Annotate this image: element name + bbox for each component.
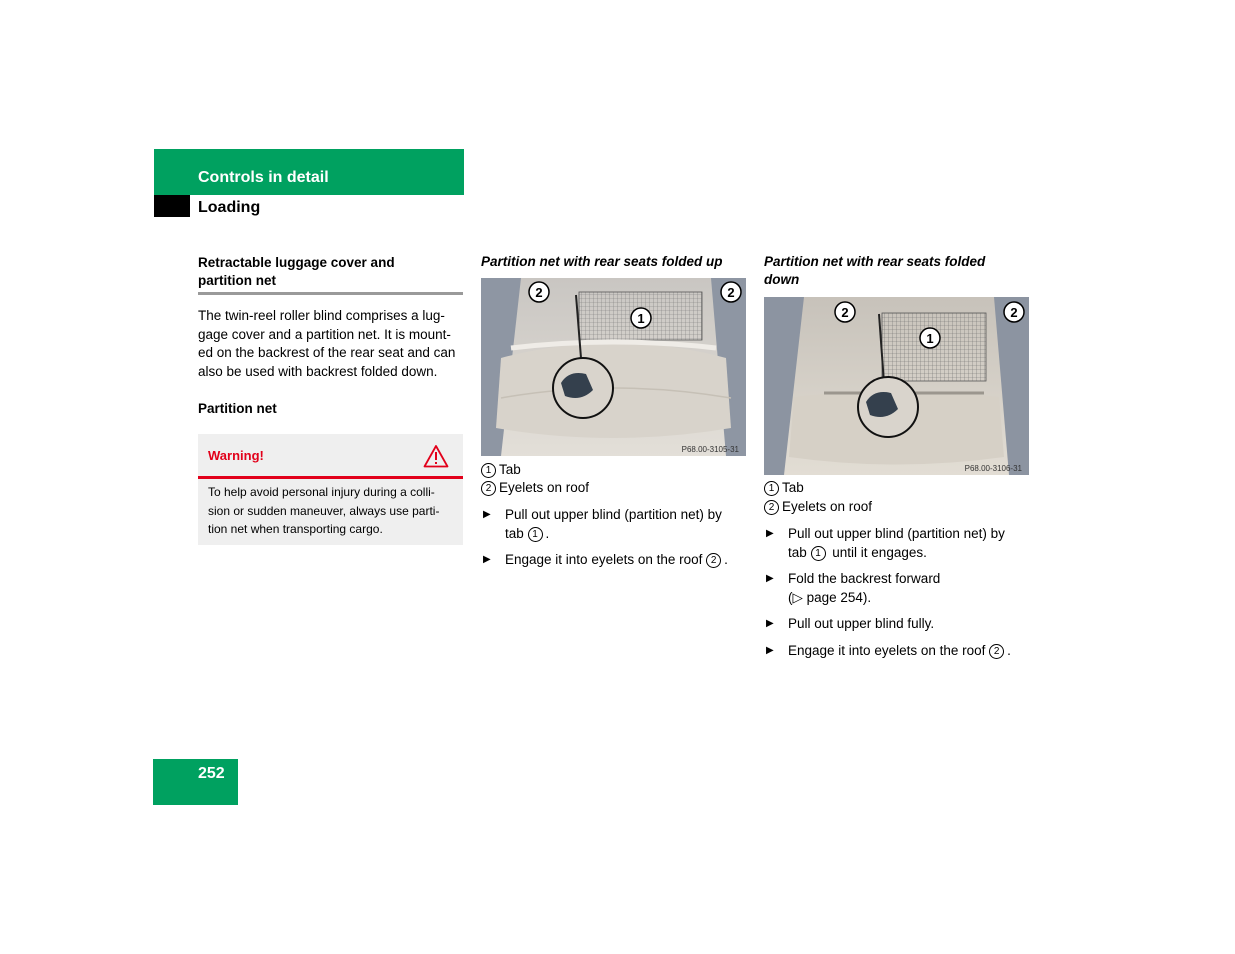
warning-text: To help avoid personal injury during a colli- sion or sudden maneuver, always use parti- tion net when transporting cargo. xyxy=(208,485,440,536)
bullet-arrow-icon: ▶ xyxy=(483,509,491,520)
svg-text:2: 2 xyxy=(841,305,849,320)
partition-net-heading: Partition net xyxy=(198,401,277,416)
figure-caption-seats-down: Partition net with rear seats folded down xyxy=(764,254,986,287)
article-title: Retractable luggage cover and partition net xyxy=(198,255,395,288)
bullet-arrow-icon: ▶ xyxy=(766,528,774,539)
svg-text:2: 2 xyxy=(1010,305,1018,320)
svg-text:1: 1 xyxy=(926,331,934,346)
page-reference[interactable]: (▷ page 254). xyxy=(788,589,872,605)
warning-divider xyxy=(198,476,463,479)
subsection-title: Loading xyxy=(198,199,261,216)
title-divider xyxy=(198,292,463,295)
bullet-arrow-icon: ▶ xyxy=(766,645,774,656)
legend-item: 2 Eyelets on roof xyxy=(764,498,872,517)
intro-paragraph: The twin-reel roller blind comprises a lug- gage cover and a partition net. It is mount- ed on the backrest of the rear seat and can also be used with backrest folded down. xyxy=(198,308,456,379)
svg-text:2: 2 xyxy=(727,285,735,300)
svg-text:2: 2 xyxy=(535,285,543,300)
svg-text:P68.00-3105-31: P68.00-3105-31 xyxy=(681,445,739,454)
legend-item: 1 Tab xyxy=(481,461,521,480)
bullet-arrow-icon: ▶ xyxy=(766,573,774,584)
legend-item: 2 Eyelets on roof xyxy=(481,479,589,498)
warning-title: Warning! xyxy=(208,448,264,463)
legend-item: 1 Tab xyxy=(764,479,804,498)
warning-box xyxy=(198,434,463,545)
bullet-arrow-icon: ▶ xyxy=(766,618,774,629)
partition-net-seats-down-photo xyxy=(764,297,1029,475)
bullet-arrow-icon: ▶ xyxy=(483,554,491,565)
svg-text:P68.00-3106-31: P68.00-3106-31 xyxy=(964,464,1022,473)
partition-net-seats-up-photo xyxy=(481,278,746,456)
figure-caption-seats-up: Partition net with rear seats folded up xyxy=(481,254,723,269)
page-number: 252 xyxy=(198,765,225,782)
subsection-marker xyxy=(154,195,190,217)
svg-text:1: 1 xyxy=(637,311,645,326)
section-title: Controls in detail xyxy=(198,169,329,186)
warning-triangle-icon xyxy=(423,444,449,468)
page-number-box xyxy=(153,759,238,805)
